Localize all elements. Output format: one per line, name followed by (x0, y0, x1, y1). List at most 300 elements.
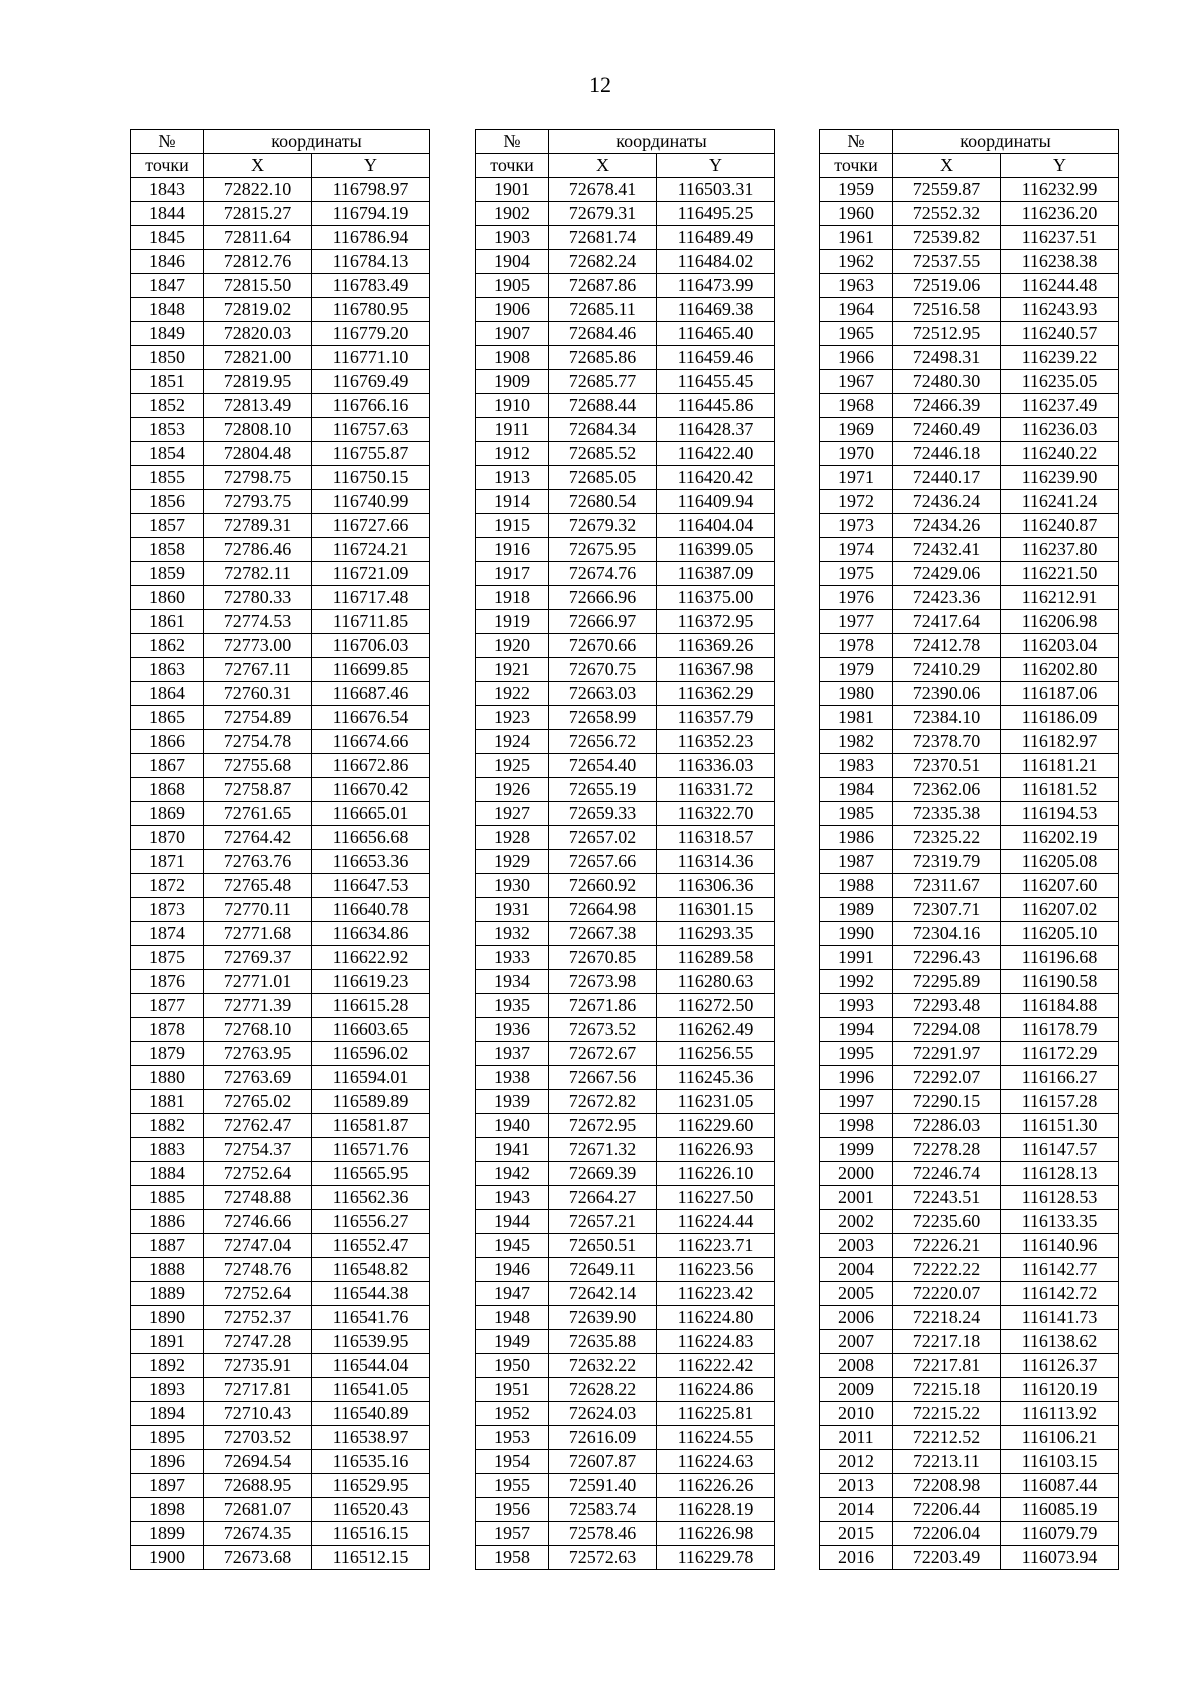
x-coordinate-cell: 72628.22 (549, 1378, 657, 1402)
y-coordinate-cell: 116187.06 (1001, 682, 1119, 706)
point-number-cell: 1888 (131, 1258, 204, 1282)
table-row (476, 778, 775, 802)
y-coordinate-cell: 116133.35 (1001, 1210, 1119, 1234)
x-coordinate-cell: 72675.95 (549, 538, 657, 562)
point-number-cell: 1907 (476, 322, 549, 346)
x-coordinate-cell: 72311.67 (893, 874, 1001, 898)
point-number-cell: 1867 (131, 754, 204, 778)
table-row (820, 1402, 1119, 1426)
point-number-cell: 1845 (131, 226, 204, 250)
table-row (131, 1546, 430, 1570)
point-number-cell: 1864 (131, 682, 204, 706)
table-row (820, 658, 1119, 682)
point-number-cell: 1933 (476, 946, 549, 970)
table-row (131, 1186, 430, 1210)
table-row (820, 802, 1119, 826)
point-number-cell: 2002 (820, 1210, 893, 1234)
y-coordinate-cell: 116244.48 (1001, 274, 1119, 298)
y-coordinate-cell: 116594.01 (312, 1066, 430, 1090)
table-row (820, 1234, 1119, 1258)
point-number-cell: 1911 (476, 418, 549, 442)
table-row (131, 682, 430, 706)
y-coordinate-cell: 116372.95 (657, 610, 775, 634)
y-coordinate-cell: 116241.24 (1001, 490, 1119, 514)
x-coordinate-cell: 72770.11 (204, 898, 312, 922)
point-number-cell: 1901 (476, 178, 549, 202)
point-number-cell: 1935 (476, 994, 549, 1018)
y-coordinate-cell: 116740.99 (312, 490, 430, 514)
y-coordinate-cell: 116222.42 (657, 1354, 775, 1378)
point-number-cell: 1977 (820, 610, 893, 634)
table-row (131, 634, 430, 658)
point-number-cell: 1941 (476, 1138, 549, 1162)
x-coordinate-cell: 72821.00 (204, 346, 312, 370)
x-coordinate-cell: 72808.10 (204, 418, 312, 442)
point-number-cell: 1962 (820, 250, 893, 274)
point-number-cell: 1887 (131, 1234, 204, 1258)
y-coordinate-cell: 116196.68 (1001, 946, 1119, 970)
x-column-header: X (549, 154, 657, 178)
y-coordinate-cell: 116240.22 (1001, 442, 1119, 466)
y-coordinate-cell: 116224.44 (657, 1210, 775, 1234)
x-coordinate-cell: 72278.28 (893, 1138, 1001, 1162)
x-coordinate-cell: 72786.46 (204, 538, 312, 562)
coordinates-header: координаты (204, 130, 430, 154)
y-coordinate-cell: 116126.37 (1001, 1354, 1119, 1378)
point-number-cell: 1931 (476, 898, 549, 922)
point-number-cell: 1987 (820, 850, 893, 874)
x-coordinate-cell: 72669.39 (549, 1162, 657, 1186)
point-number-cell: 1852 (131, 394, 204, 418)
x-coordinate-cell: 72583.74 (549, 1498, 657, 1522)
y-coordinate-cell: 116178.79 (1001, 1018, 1119, 1042)
y-coordinate-cell: 116224.80 (657, 1306, 775, 1330)
point-number-cell: 1920 (476, 634, 549, 658)
point-number-cell: 1916 (476, 538, 549, 562)
point-number-cell: 1897 (131, 1474, 204, 1498)
table-row (476, 1330, 775, 1354)
y-coordinate-cell: 116465.40 (657, 322, 775, 346)
table-row (131, 754, 430, 778)
x-coordinate-cell: 72539.82 (893, 226, 1001, 250)
x-coordinate-cell: 72685.11 (549, 298, 657, 322)
table-row (131, 1354, 430, 1378)
table-row (131, 1042, 430, 1066)
table-row (476, 562, 775, 586)
y-coordinate-cell: 116140.96 (1001, 1234, 1119, 1258)
point-number-cell: 1951 (476, 1378, 549, 1402)
point-number-cell: 1983 (820, 754, 893, 778)
x-coordinate-cell: 72537.55 (893, 250, 1001, 274)
y-coordinate-cell: 116207.60 (1001, 874, 1119, 898)
table-row (131, 562, 430, 586)
x-coordinate-cell: 72572.63 (549, 1546, 657, 1570)
point-number-cell: 1970 (820, 442, 893, 466)
point-number-cell: 1998 (820, 1114, 893, 1138)
table-row (476, 250, 775, 274)
y-coordinate-cell: 116237.51 (1001, 226, 1119, 250)
table-row (820, 730, 1119, 754)
x-coordinate-cell: 72755.68 (204, 754, 312, 778)
point-number-cell: 2014 (820, 1498, 893, 1522)
y-coordinate-cell: 116484.02 (657, 250, 775, 274)
point-number-cell: 1843 (131, 178, 204, 202)
x-coordinate-cell: 72667.38 (549, 922, 657, 946)
y-column-header: Y (1001, 154, 1119, 178)
point-number-cell: 1862 (131, 634, 204, 658)
table-row (131, 226, 430, 250)
y-coordinate-cell: 116106.21 (1001, 1426, 1119, 1450)
y-coordinate-cell: 116128.13 (1001, 1162, 1119, 1186)
x-coordinate-cell: 72429.06 (893, 562, 1001, 586)
x-coordinate-cell: 72217.81 (893, 1354, 1001, 1378)
y-coordinate-cell: 116206.98 (1001, 610, 1119, 634)
table-row (476, 490, 775, 514)
y-coordinate-cell: 116141.73 (1001, 1306, 1119, 1330)
x-coordinate-cell: 72434.26 (893, 514, 1001, 538)
y-coordinate-cell: 116221.50 (1001, 562, 1119, 586)
point-number-cell: 2001 (820, 1186, 893, 1210)
y-coordinate-cell: 116529.95 (312, 1474, 430, 1498)
x-coordinate-cell: 72412.78 (893, 634, 1001, 658)
table-row (476, 298, 775, 322)
table-row (476, 706, 775, 730)
x-coordinate-cell: 72710.43 (204, 1402, 312, 1426)
y-coordinate-cell: 116596.02 (312, 1042, 430, 1066)
point-number-cell: 1871 (131, 850, 204, 874)
y-coordinate-cell: 116619.23 (312, 970, 430, 994)
y-coordinate-cell: 116780.95 (312, 298, 430, 322)
table-row (476, 538, 775, 562)
x-coordinate-cell: 72296.43 (893, 946, 1001, 970)
x-coordinate-cell: 72656.72 (549, 730, 657, 754)
table-row (820, 1450, 1119, 1474)
x-coordinate-cell: 72639.90 (549, 1306, 657, 1330)
x-coordinate-cell: 72335.38 (893, 802, 1001, 826)
y-coordinate-cell: 116647.53 (312, 874, 430, 898)
x-coordinate-cell: 72754.78 (204, 730, 312, 754)
table-row (476, 802, 775, 826)
point-number-cell: 1936 (476, 1018, 549, 1042)
table-row (131, 970, 430, 994)
x-coordinate-cell: 72498.31 (893, 346, 1001, 370)
table-row (476, 1498, 775, 1522)
point-number-cell: 1986 (820, 826, 893, 850)
x-coordinate-cell: 72782.11 (204, 562, 312, 586)
table-row (820, 178, 1119, 202)
table-row (820, 298, 1119, 322)
x-coordinate-cell: 72292.07 (893, 1066, 1001, 1090)
point-number-cell: 1909 (476, 370, 549, 394)
x-coordinate-cell: 72670.66 (549, 634, 657, 658)
y-coordinate-cell: 116223.71 (657, 1234, 775, 1258)
y-coordinate-cell: 116539.95 (312, 1330, 430, 1354)
x-coordinate-cell: 72632.22 (549, 1354, 657, 1378)
table-row (820, 1426, 1119, 1450)
x-coordinate-cell: 72226.21 (893, 1234, 1001, 1258)
x-coordinate-cell: 72767.11 (204, 658, 312, 682)
y-coordinate-cell: 116190.58 (1001, 970, 1119, 994)
x-coordinate-cell: 72616.09 (549, 1426, 657, 1450)
point-number-cell: 1886 (131, 1210, 204, 1234)
point-number-cell: 2008 (820, 1354, 893, 1378)
y-coordinate-cell: 116794.19 (312, 202, 430, 226)
x-coordinate-cell: 72673.52 (549, 1018, 657, 1042)
point-number-cell: 1844 (131, 202, 204, 226)
x-coordinate-cell: 72215.22 (893, 1402, 1001, 1426)
x-coordinate-cell: 72780.33 (204, 586, 312, 610)
x-coordinate-cell: 72679.31 (549, 202, 657, 226)
point-number-cell: 1893 (131, 1378, 204, 1402)
y-coordinate-cell: 116240.57 (1001, 322, 1119, 346)
y-coordinate-cell: 116399.05 (657, 538, 775, 562)
x-coordinate-cell: 72763.76 (204, 850, 312, 874)
x-coordinate-cell: 72793.75 (204, 490, 312, 514)
y-coordinate-cell: 116634.86 (312, 922, 430, 946)
point-number-cell: 1892 (131, 1354, 204, 1378)
table-row (820, 946, 1119, 970)
x-coordinate-cell: 72417.64 (893, 610, 1001, 634)
y-coordinate-cell: 116157.28 (1001, 1090, 1119, 1114)
point-number-cell: 1873 (131, 898, 204, 922)
point-number-cell: 1954 (476, 1450, 549, 1474)
point-number-cell: 2012 (820, 1450, 893, 1474)
x-coordinate-cell: 72748.76 (204, 1258, 312, 1282)
x-coordinate-cell: 72642.14 (549, 1282, 657, 1306)
y-coordinate-cell: 116556.27 (312, 1210, 430, 1234)
x-coordinate-cell: 72218.24 (893, 1306, 1001, 1330)
point-number-cell: 1856 (131, 490, 204, 514)
point-number-cell: 1874 (131, 922, 204, 946)
y-coordinate-cell: 116565.95 (312, 1162, 430, 1186)
table-row (476, 1090, 775, 1114)
point-number-cell: 1891 (131, 1330, 204, 1354)
x-coordinate-cell: 72206.04 (893, 1522, 1001, 1546)
y-coordinate-cell: 116237.49 (1001, 394, 1119, 418)
x-coordinate-cell: 72685.86 (549, 346, 657, 370)
point-number-cell: 1942 (476, 1162, 549, 1186)
table-row (131, 1138, 430, 1162)
x-coordinate-cell: 72688.95 (204, 1474, 312, 1498)
x-coordinate-cell: 72660.92 (549, 874, 657, 898)
point-label-header: точки (820, 154, 893, 178)
y-coordinate-cell: 116687.46 (312, 682, 430, 706)
table-row (476, 1354, 775, 1378)
table-row (131, 658, 430, 682)
y-coordinate-cell: 116535.16 (312, 1450, 430, 1474)
point-number-cell: 1876 (131, 970, 204, 994)
point-number-cell: 1875 (131, 946, 204, 970)
point-number-cell: 2010 (820, 1402, 893, 1426)
table-row (476, 826, 775, 850)
x-coordinate-cell: 72293.48 (893, 994, 1001, 1018)
point-number-cell: 1957 (476, 1522, 549, 1546)
x-coordinate-cell: 72812.76 (204, 250, 312, 274)
table-row (131, 1234, 430, 1258)
x-coordinate-cell: 72657.21 (549, 1210, 657, 1234)
point-number-cell: 1899 (131, 1522, 204, 1546)
table-row (476, 1450, 775, 1474)
point-number-cell: 2011 (820, 1426, 893, 1450)
point-number-cell: 1858 (131, 538, 204, 562)
y-coordinate-cell: 116238.38 (1001, 250, 1119, 274)
table-row (476, 610, 775, 634)
table-row (131, 1066, 430, 1090)
table-row (131, 1210, 430, 1234)
table-row (476, 658, 775, 682)
x-coordinate-cell: 72760.31 (204, 682, 312, 706)
y-coordinate-cell: 116727.66 (312, 514, 430, 538)
x-coordinate-cell: 72624.03 (549, 1402, 657, 1426)
x-coordinate-cell: 72679.32 (549, 514, 657, 538)
y-coordinate-cell: 116571.76 (312, 1138, 430, 1162)
point-number-cell: 1881 (131, 1090, 204, 1114)
y-coordinate-cell: 116721.09 (312, 562, 430, 586)
table-row (820, 394, 1119, 418)
table-row (131, 946, 430, 970)
x-coordinate-cell: 72325.22 (893, 826, 1001, 850)
table-row (820, 370, 1119, 394)
table-row (131, 538, 430, 562)
point-number-cell: 1879 (131, 1042, 204, 1066)
y-coordinate-cell: 116352.23 (657, 730, 775, 754)
y-coordinate-cell: 116362.29 (657, 682, 775, 706)
point-number-cell: 1923 (476, 706, 549, 730)
table-row (131, 1162, 430, 1186)
y-coordinate-cell: 116367.98 (657, 658, 775, 682)
x-coordinate-cell: 72819.02 (204, 298, 312, 322)
x-coordinate-cell: 72765.48 (204, 874, 312, 898)
y-coordinate-cell: 116455.45 (657, 370, 775, 394)
point-number-cell: 1992 (820, 970, 893, 994)
point-number-cell: 1948 (476, 1306, 549, 1330)
table-row (476, 1066, 775, 1090)
x-coordinate-cell: 72746.66 (204, 1210, 312, 1234)
y-coordinate-cell: 116520.43 (312, 1498, 430, 1522)
table-row (820, 922, 1119, 946)
point-number-cell: 1855 (131, 466, 204, 490)
point-number-cell: 1965 (820, 322, 893, 346)
y-coordinate-cell: 116422.40 (657, 442, 775, 466)
x-coordinate-cell: 72671.32 (549, 1138, 657, 1162)
table-row (820, 442, 1119, 466)
x-coordinate-cell: 72763.95 (204, 1042, 312, 1066)
y-coordinate-cell: 116229.60 (657, 1114, 775, 1138)
table-row (820, 1546, 1119, 1570)
point-number-cell: 1872 (131, 874, 204, 898)
table-row (820, 250, 1119, 274)
point-number-cell: 1980 (820, 682, 893, 706)
table-row (131, 442, 430, 466)
page-number: 12 (589, 72, 611, 97)
table-row (820, 490, 1119, 514)
y-coordinate-cell: 116676.54 (312, 706, 430, 730)
x-coordinate-cell: 72815.27 (204, 202, 312, 226)
y-coordinate-cell: 116235.05 (1001, 370, 1119, 394)
x-coordinate-cell: 72762.47 (204, 1114, 312, 1138)
table-body (131, 178, 430, 1570)
y-coordinate-cell: 116489.49 (657, 226, 775, 250)
point-number-cell: 1996 (820, 1066, 893, 1090)
point-number-cell: 1995 (820, 1042, 893, 1066)
y-coordinate-cell: 116589.89 (312, 1090, 430, 1114)
point-number-cell: 1968 (820, 394, 893, 418)
y-coordinate-cell: 116750.15 (312, 466, 430, 490)
table-row (476, 370, 775, 394)
y-coordinate-cell: 116225.81 (657, 1402, 775, 1426)
y-coordinate-cell: 116205.10 (1001, 922, 1119, 946)
point-number-cell: 1851 (131, 370, 204, 394)
table-row (476, 466, 775, 490)
x-coordinate-cell: 72670.75 (549, 658, 657, 682)
x-coordinate-cell: 72607.87 (549, 1450, 657, 1474)
point-number-cell: 1972 (820, 490, 893, 514)
table-row (131, 370, 430, 394)
table-row (476, 1426, 775, 1450)
coordinates-table (475, 129, 775, 1570)
x-coordinate-cell: 72243.51 (893, 1186, 1001, 1210)
x-coordinate-cell: 72578.46 (549, 1522, 657, 1546)
table-row (131, 1330, 430, 1354)
table-row (820, 778, 1119, 802)
point-number-cell: 1866 (131, 730, 204, 754)
point-number-cell: 1927 (476, 802, 549, 826)
y-column-header: Y (657, 154, 775, 178)
x-coordinate-cell: 72684.34 (549, 418, 657, 442)
table-row (131, 490, 430, 514)
table-row (131, 850, 430, 874)
y-coordinate-cell: 116404.04 (657, 514, 775, 538)
y-coordinate-cell: 116540.89 (312, 1402, 430, 1426)
y-coordinate-cell: 116757.63 (312, 418, 430, 442)
y-coordinate-cell: 116184.88 (1001, 994, 1119, 1018)
point-number-header: № (476, 130, 549, 154)
table-row (131, 514, 430, 538)
x-coordinate-cell: 72670.85 (549, 946, 657, 970)
table-row (820, 466, 1119, 490)
table-row (820, 706, 1119, 730)
y-coordinate-cell: 116240.87 (1001, 514, 1119, 538)
x-coordinate-cell: 72671.86 (549, 994, 657, 1018)
y-coordinate-cell: 116103.15 (1001, 1450, 1119, 1474)
point-number-cell: 1917 (476, 562, 549, 586)
point-number-cell: 1895 (131, 1426, 204, 1450)
coordinates-table (819, 129, 1119, 1570)
table-row (476, 850, 775, 874)
table-row (476, 1258, 775, 1282)
x-coordinate-cell: 72657.66 (549, 850, 657, 874)
y-coordinate-cell: 116336.03 (657, 754, 775, 778)
point-number-cell: 1982 (820, 730, 893, 754)
point-label-header: точки (131, 154, 204, 178)
y-coordinate-cell: 116375.00 (657, 586, 775, 610)
y-coordinate-cell: 116194.53 (1001, 802, 1119, 826)
x-coordinate-cell: 72378.70 (893, 730, 1001, 754)
point-number-cell: 1889 (131, 1282, 204, 1306)
x-coordinate-cell: 72687.86 (549, 274, 657, 298)
coordinates-table (130, 129, 430, 1570)
point-number-cell: 1849 (131, 322, 204, 346)
point-number-cell: 1863 (131, 658, 204, 682)
x-coordinate-cell: 72213.11 (893, 1450, 1001, 1474)
table-row (820, 1330, 1119, 1354)
table-row (476, 1282, 775, 1306)
point-number-cell: 1885 (131, 1186, 204, 1210)
point-number-cell: 1994 (820, 1018, 893, 1042)
y-coordinate-cell: 116512.15 (312, 1546, 430, 1570)
table-row (131, 1114, 430, 1138)
point-number-cell: 1966 (820, 346, 893, 370)
